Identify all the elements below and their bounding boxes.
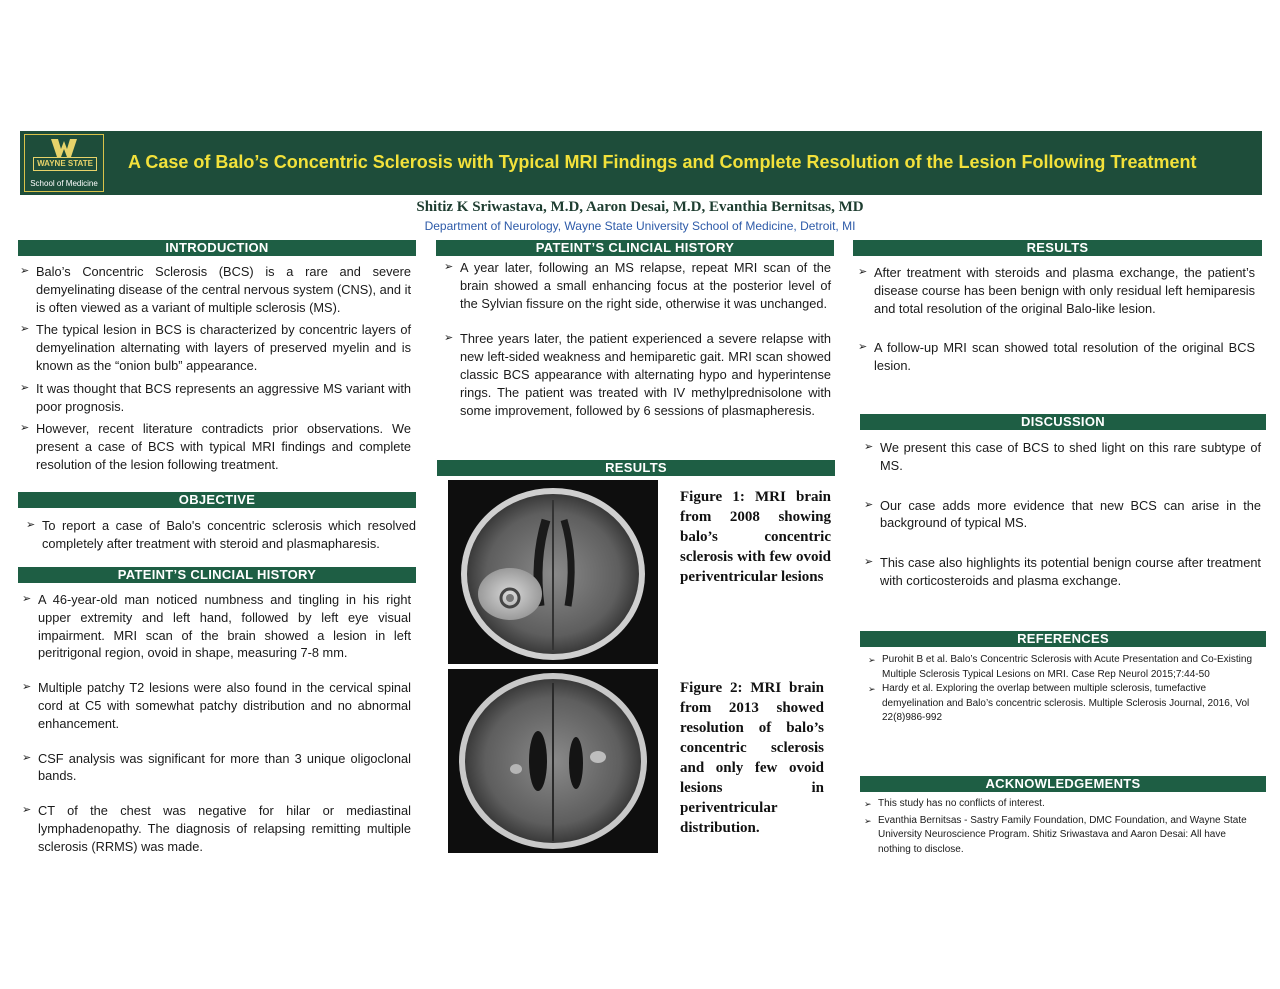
history-list-mid — [444, 259, 831, 419]
references-list — [864, 653, 1254, 726]
list-item: ➢ Evanthia Bernitsas - Sastry Family Foundation, DMC Foundation, and Wayne State University Neuroscience Program. Shitiz Sriwastava and Aaron Desai: All have nothing to disclose. — [860, 814, 1254, 858]
list-item: ➢ However, recent literature contradicts prior observations. We present a case of BCS with typical MRI findings and complete resolution of the lesion following treatment. — [20, 420, 411, 473]
list-item: ➢ CT of the chest was negative for hilar or mediastinal lymphadenopathy. The diagnosis of relapsing remitting multiple sclerosis (RRMS) was made. — [22, 802, 411, 855]
logo-wordmark: WAYNE STATE — [33, 157, 97, 171]
list-item: ➢ A year later, following an MS relapse, repeat MRI scan of the brain showed a small enhancing focus at the posterior level of the Sylvian fissure on the right side, otherwise it was unchanged. — [444, 259, 831, 312]
list-item: ➢ It was thought that BCS represents an aggressive MS variant with poor prognosis. — [20, 380, 411, 416]
list-item: ➢ CSF analysis was significant for more than 3 unique oligoclonal bands. — [22, 750, 411, 786]
objective-heading: OBJECTIVE — [18, 492, 416, 508]
wayne-state-logo — [24, 134, 104, 192]
list-item: ➢ Our case adds more evidence that new BCS can arise in the background of typical MS. — [864, 497, 1261, 533]
discussion-heading: DISCUSSION — [860, 414, 1266, 430]
logo-school-label: School of Medicine — [30, 179, 98, 188]
figure-1-caption: Figure 1: MRI brain from 2008 showing balo’s concentric sclerosis with few ovoid periventricular lesions — [680, 489, 831, 585]
results-heading-right: RESULTS — [853, 240, 1262, 256]
history-list-left — [22, 591, 411, 856]
authors: Shitiz K Sriwastava, M.D, Aaron Desai, M.D, Evanthia Bernitsas, MD — [416, 199, 864, 215]
list-item: ➢ To report a case of Balo's concentric sclerosis which resolved completely after treatment with steroid and plasmapharesis. — [26, 517, 416, 553]
discussion-list — [864, 439, 1261, 590]
w-shield-icon — [51, 139, 77, 157]
list-item: ➢ After treatment with steroids and plasma exchange, the patient’s disease course has been benign with only residual left hemiparesis and total resolution of the original Balo-like lesion. — [858, 264, 1255, 317]
list-item: ➢ The typical lesion in BCS is characterized by concentric layers of demyelination alternating with layers of preserved myelin and is known as the “onion bulb” appearance. — [20, 321, 411, 374]
list-item: ➢ Multiple patchy T2 lesions were also found in the cervical spinal cord at C5 with somewhat patchy distribution and no abnormal enhancement. — [22, 679, 411, 732]
figure-2-caption: Figure 2: MRI brain from 2013 showed resolution of balo’s concentric sclerosis and only few ovoid lesions in periventricular distribution. — [680, 680, 824, 836]
mri-figure-1 — [448, 480, 658, 664]
list-item: ➢ Balo’s Concentric Sclerosis (BCS) is a rare and severe demyelinating disease of the central nervous system (CNS), and it is often viewed as a variant of multiple sclerosis (MS). — [20, 263, 411, 316]
list-item: ➢ This case also highlights its potential benign course after treatment with corticosteroids and plasma exchange. — [864, 554, 1261, 590]
list-item: ➢ Three years later, the patient experienced a severe relapse with new left-sided weakness and hemiparetic gait. MRI scan showed classic BCS appearance with alternating hypo and hyperintense rings. The patient was treated with IV methylprednisolone with some improvement, followed by 6 sessions of plasmapheresis. — [444, 330, 831, 419]
department: Department of Neurology, Wayne State University School of Medicine, Detroit, MI — [424, 219, 856, 233]
acknowledgements-heading: ACKNOWLEDGEMENTS — [860, 776, 1266, 792]
introduction-heading: INTRODUCTION — [18, 240, 416, 256]
acknowledgements-list — [860, 797, 1254, 857]
history-heading-mid: PATEINT’S CLINCIAL HISTORY — [436, 240, 834, 256]
introduction-list — [20, 263, 411, 474]
results-list-right — [858, 264, 1255, 375]
results-heading-mid: RESULTS — [437, 460, 835, 476]
list-item: ➢ We present this case of BCS to shed light on this rare subtype of MS. — [864, 439, 1261, 475]
poster-title: A Case of Balo’s Concentric Sclerosis with Typical MRI Findings and Complete Resolution of the Lesion Following Treatment — [128, 152, 1197, 172]
list-item: ➢ A follow-up MRI scan showed total resolution of the original BCS lesion. — [858, 339, 1255, 375]
mri-figure-2 — [448, 669, 658, 853]
list-item: ➢ This study has no conflicts of interest. — [860, 797, 1254, 812]
objective-list — [26, 517, 416, 553]
list-item: ➢ A 46-year-old man noticed numbness and tingling in his right upper extremity and left hand, followed by left eye visual impairment. MRI scan of the brain showed a lesion in left peritrigonal region, ovoid in shape, measuring 7-8 mm. — [22, 591, 411, 662]
references-heading: REFERENCES — [860, 631, 1266, 647]
list-item: ➢ Hardy et al. Exploring the overlap between multiple sclerosis, tumefactive demyelination and Balo’s concentric sclerosis. Multiple Sclerosis Journal, 2016, Vol 22(8)986-992 — [864, 682, 1254, 726]
list-item: ➢ Purohit B et al. Balo’s Concentric Sclerosis with Acute Presentation and Co-Existing Multiple Sclerosis Typical Lesions on MRI. Case Rep Neurol 2015;7:44-50 — [864, 653, 1254, 682]
history-heading-left: PATEINT’S CLINCIAL HISTORY — [18, 567, 416, 583]
